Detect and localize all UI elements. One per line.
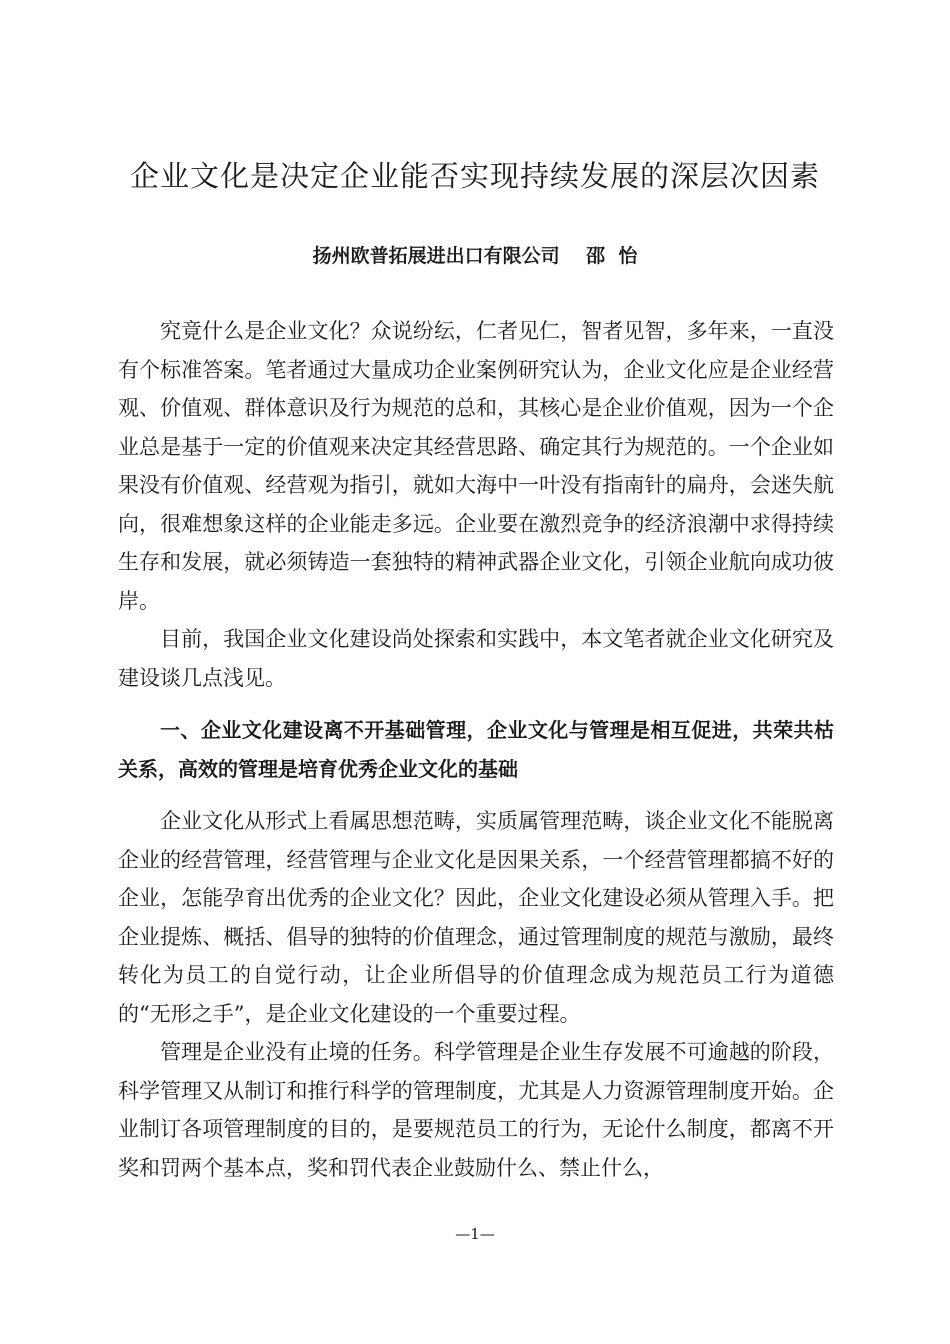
section-heading: 一、企业文化建设离不开基础管理，企业文化与管理是相互促进，共荣共枯关系，高效的管理是培育优秀企业文化的基础 [118, 718, 834, 781]
byline-author: 邵 怡 [586, 245, 638, 267]
paragraph: 究竟什么是企业文化？众说纷纭，仁者见仁，智者见智，多年来，一直没有个标准答案。笔者通过大量成功企业案例研究认为，企业文化应是企业经营观、价值观、群体意识及行为规范的总和，其核心是企业价值观，因为一个企业总是基于一定的价值观来决定其经营思路、确定其行为规范的。一个企业如果没有价值观、经营观为指引，就如大海中一叶没有指南针的扁舟，会迷失航向，很难想象这样的企业能走多远。企业要在激烈竞争的经济浪潮中求得持续生存和发展，就必须铸造一套独特的精神武器企业文化，引领企业航向成功彼岸。 [118, 319, 834, 613]
byline [0, 240, 950, 272]
paragraph: 目前，我国企业文化建设尚处探索和实践中，本文笔者就企业文化研究及建设谈几点浅见。 [118, 627, 834, 690]
document-body [118, 312, 834, 1187]
paragraph: 企业文化从形式上看属思想范畴，实质属管理范畴，谈企业文化不能脱离企业的经营管理，经营管理与企业文化是因果关系，一个经营管理都搞不好的企业，怎能孕育出优秀的企业文化？因此，企业文化建设必须从管理入手。把企业提炼、概括、倡导的独特的价值理念，通过管理制度的规范与激励，最终转化为员工的自觉行动，让企业所倡导的价值理念成为规范员工行为道德的“无形之手”，是企业文化建设的一个重要过程。 [118, 809, 834, 1026]
byline-organization: 扬州欧普拓展进出口有限公司 [312, 245, 560, 267]
document-title: 企业文化是决定企业能否实现持续发展的深层次因素 [129, 159, 820, 193]
page-number: —1— [455, 1225, 495, 1243]
paragraph: 管理是企业没有止境的任务。科学管理是企业生存发展不可逾越的阶段，科学管理又从制订和推行科学的管理制度，尤其是人力资源管理制度开始。企业制订各项管理制度的目的，是要规范员工的行为，无论什么制度，都离不开奖和罚两个基本点，奖和罚代表企业鼓励什么、禁止什么， [118, 1040, 834, 1180]
byline-spacer [560, 245, 586, 267]
